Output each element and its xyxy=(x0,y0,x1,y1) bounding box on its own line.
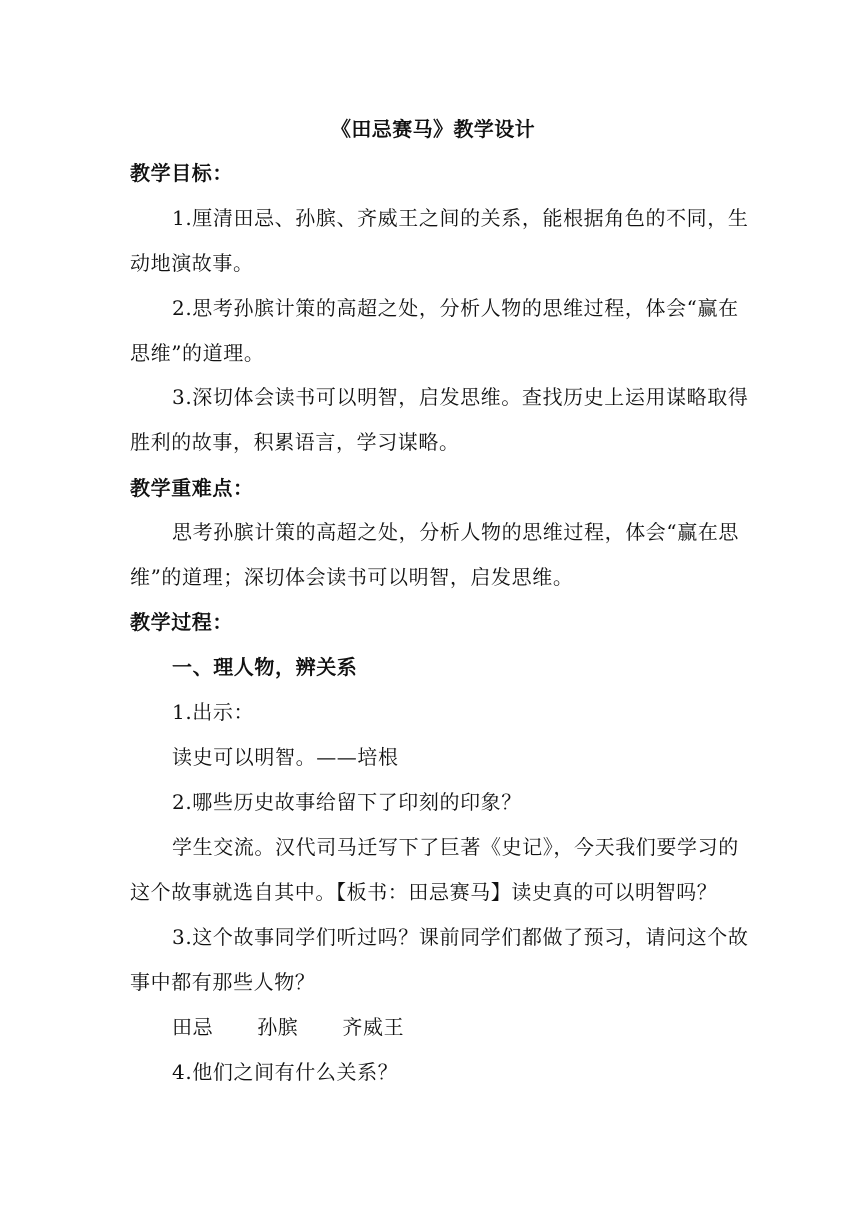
quote: 读史可以明智。——培根 xyxy=(172,745,399,769)
objectives-heading: 教学目标： xyxy=(130,161,233,185)
step-3-line-1: 3.这个故事同学们听过吗？课前同学们都做了预习，请问这个故 xyxy=(172,925,749,949)
character-tianji: 田忌 xyxy=(172,1015,214,1039)
objective-1-line-2: 动地演故事。 xyxy=(130,251,254,275)
character-sunbin: 孙膑 xyxy=(257,1015,299,1039)
document-title: 《田忌赛马》教学设计 xyxy=(331,117,535,141)
objective-2-line-1: 2.思考孙膑计策的高超之处，分析人物的思维过程，体会“赢在 xyxy=(172,296,739,320)
step-4: 4.他们之间有什么关系？ xyxy=(172,1060,399,1084)
process-heading: 教学过程： xyxy=(130,610,233,634)
paragraph-line-1: 学生交流。汉代司马迁写下了巨著《史记》，今天我们要学习的 xyxy=(172,835,739,859)
step-3-line-2: 事中都有那些人物？ xyxy=(130,970,316,994)
objective-1-line-1: 1.厘清田忌、孙膑、齐威王之间的关系，能根据角色的不同，生 xyxy=(172,206,749,230)
step-2: 2.哪些历史故事给留下了印刻的印象？ xyxy=(172,790,522,814)
section-1-heading: 一、理人物，辨关系 xyxy=(172,655,358,679)
character-list xyxy=(172,1015,404,1039)
keypoints-line-2: 维”的道理；深切体会读书可以明智，启发思维。 xyxy=(130,565,574,589)
step-1: 1.出示： xyxy=(172,700,255,724)
paragraph-line-2: 这个故事就选自其中。【板书：田忌赛马】读史真的可以明智吗？ xyxy=(130,880,718,904)
objective-3-line-2: 胜利的故事，积累语言，学习谋略。 xyxy=(130,430,460,454)
character-qiweiwang: 齐威王 xyxy=(342,1015,405,1039)
objective-3-line-1: 3.深切体会读书可以明智，启发思维。查找历史上运用谋略取得 xyxy=(172,385,749,409)
objective-2-line-2: 思维”的道理。 xyxy=(130,341,265,365)
keypoints-line-1: 思考孙膑计策的高超之处，分析人物的思维过程，体会“赢在思 xyxy=(172,520,740,544)
keypoints-heading: 教学重难点： xyxy=(130,476,254,500)
